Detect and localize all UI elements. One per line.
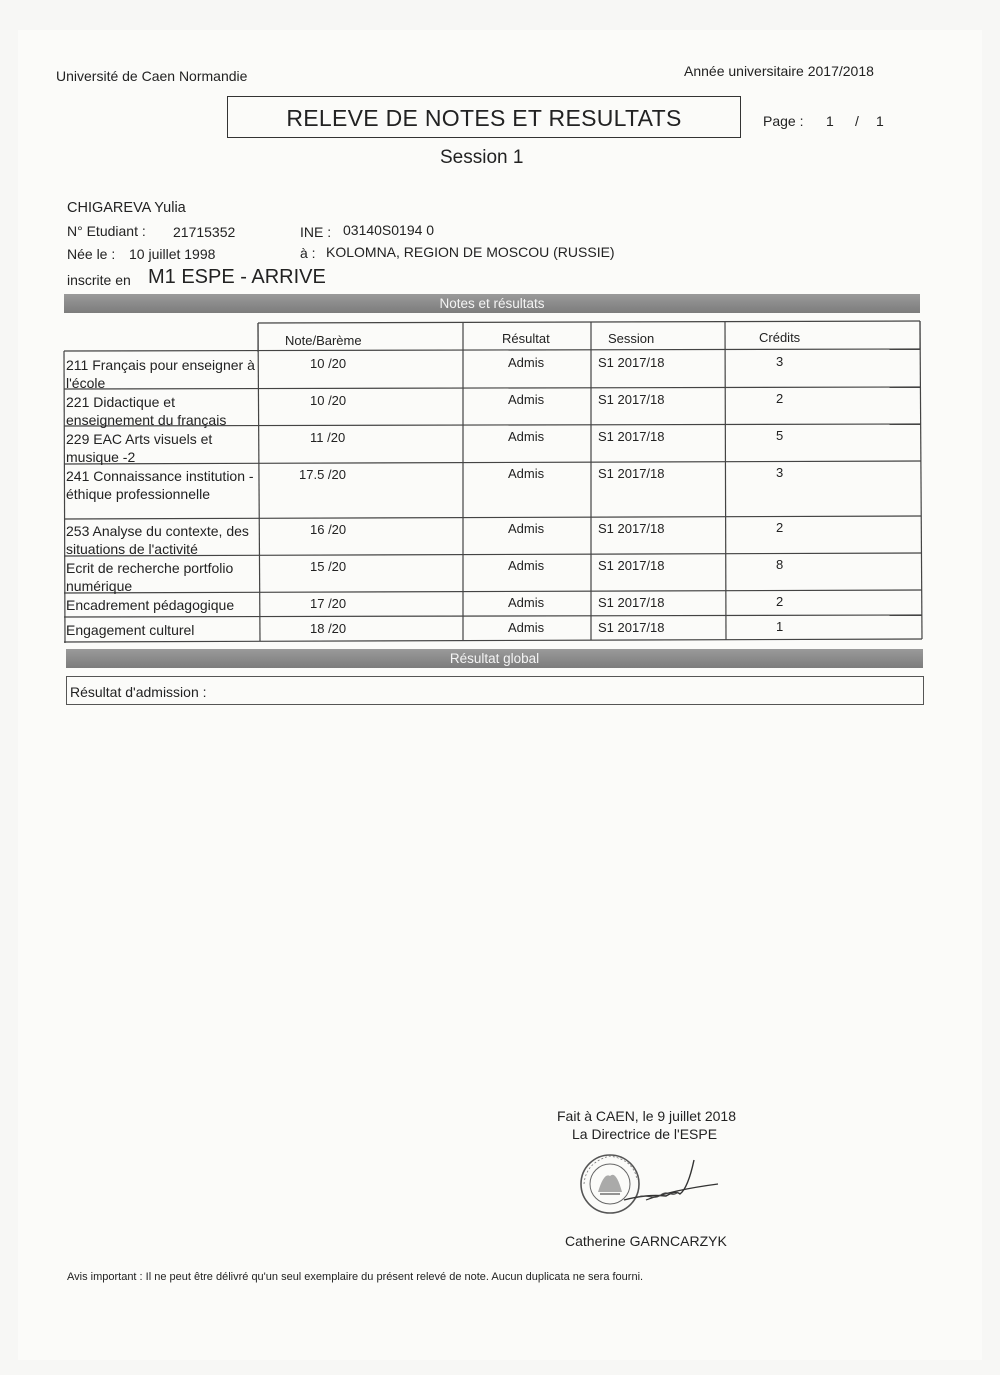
- course-credits: 5: [776, 428, 784, 443]
- birthplace-label: à :: [300, 245, 316, 261]
- course-name: 211 Français pour enseigner à l'école: [66, 357, 255, 391]
- university-name: Université de Caen Normandie: [56, 68, 248, 84]
- course-credits: 3: [776, 465, 784, 480]
- course-session: S1 2017/18: [598, 558, 665, 573]
- course-credits: 3: [776, 354, 784, 369]
- birth-date-label: Née le :: [67, 246, 116, 262]
- ine-label: INE :: [300, 224, 332, 240]
- course-credits: 8: [776, 557, 784, 572]
- course-credits: 2: [776, 520, 784, 535]
- course-result: Admis: [508, 521, 545, 536]
- student-number-label: N° Etudiant :: [67, 223, 146, 239]
- course-name: Ecrit de recherche portfolio numérique: [66, 560, 234, 594]
- page-separator: /: [855, 113, 859, 129]
- director-title: La Directrice de l'ESPE: [572, 1126, 718, 1142]
- important-notice: Avis important : Il ne peut être délivré qu'un seul exemplaire du présent relevé de note. Aucun duplicata ne sera fourni.: [67, 1271, 644, 1283]
- column-header-result: Résultat: [502, 331, 550, 346]
- course-name: 221 Didactique et enseignement du français: [66, 394, 227, 428]
- program-name: M1 ESPE - ARRIVE: [148, 266, 326, 288]
- page-number: 1: [826, 113, 834, 129]
- course-grade: 10 /20: [310, 356, 347, 371]
- place-and-date: Fait à CAEN, le 9 juillet 2018: [557, 1108, 736, 1124]
- birth-date: 10 juillet 1998: [129, 246, 216, 262]
- course-credits: 2: [776, 391, 784, 406]
- student-number: 21715352: [173, 224, 236, 240]
- birthplace: KOLOMNA, REGION DE MOSCOU (RUSSIE): [326, 244, 615, 260]
- session-title: Session 1: [440, 147, 524, 168]
- course-grade: 15 /20: [310, 559, 347, 574]
- course-session: S1 2017/18: [598, 392, 665, 407]
- course-session: S1 2017/18: [598, 620, 665, 635]
- course-result: Admis: [508, 429, 545, 444]
- document-title: RELEVE DE NOTES ET RESULTATS: [227, 96, 741, 138]
- page-total: 1: [876, 113, 884, 129]
- enrolled-label: inscrite en: [67, 272, 131, 288]
- course-result: Admis: [508, 558, 545, 573]
- page-label: Page :: [763, 113, 804, 129]
- signer-name: Catherine GARNCARZYK: [565, 1233, 727, 1249]
- course-grade: 10 /20: [310, 393, 347, 408]
- course-session: S1 2017/18: [598, 355, 665, 370]
- course-credits: 1: [776, 619, 784, 634]
- course-result: Admis: [508, 355, 545, 370]
- course-grade: 17.5 /20: [299, 467, 346, 482]
- course-name: Encadrement pédagogique: [66, 597, 235, 613]
- course-name: 241 Connaissance institution - éthique professionnelle: [66, 468, 254, 502]
- column-header-grade: Note/Barème: [285, 333, 362, 348]
- course-result: Admis: [508, 620, 545, 635]
- course-result: Admis: [508, 392, 545, 407]
- ine-value: 03140S0194 0: [343, 222, 435, 238]
- course-name: 229 EAC Arts visuels et musique -2: [66, 431, 213, 465]
- course-session: S1 2017/18: [598, 429, 665, 444]
- course-name: 253 Analyse du contexte, des situations de l'activité: [66, 523, 249, 557]
- course-grade: 18 /20: [310, 621, 347, 636]
- course-grade: 17 /20: [310, 596, 347, 611]
- global-section-header: Résultat global: [66, 649, 923, 668]
- course-name: Engagement culturel: [66, 622, 195, 638]
- admission-result-label: Résultat d'admission :: [70, 684, 207, 700]
- course-grade: 16 /20: [310, 522, 347, 537]
- academic-year: Année universitaire 2017/2018: [684, 63, 874, 79]
- course-result: Admis: [508, 466, 545, 481]
- espe-seal-stamp-icon: [576, 1150, 726, 1220]
- course-session: S1 2017/18: [598, 521, 665, 536]
- results-section-header: Notes et résultats: [64, 294, 920, 313]
- course-session: S1 2017/18: [598, 595, 665, 610]
- student-name: CHIGAREVA Yulia: [67, 200, 186, 216]
- course-credits: 2: [776, 594, 784, 609]
- course-grade: 11 /20: [310, 430, 346, 445]
- course-session: S1 2017/18: [598, 466, 665, 481]
- course-result: Admis: [508, 595, 545, 610]
- column-header-session: Session: [608, 331, 655, 346]
- column-header-credits: Crédits: [759, 330, 801, 345]
